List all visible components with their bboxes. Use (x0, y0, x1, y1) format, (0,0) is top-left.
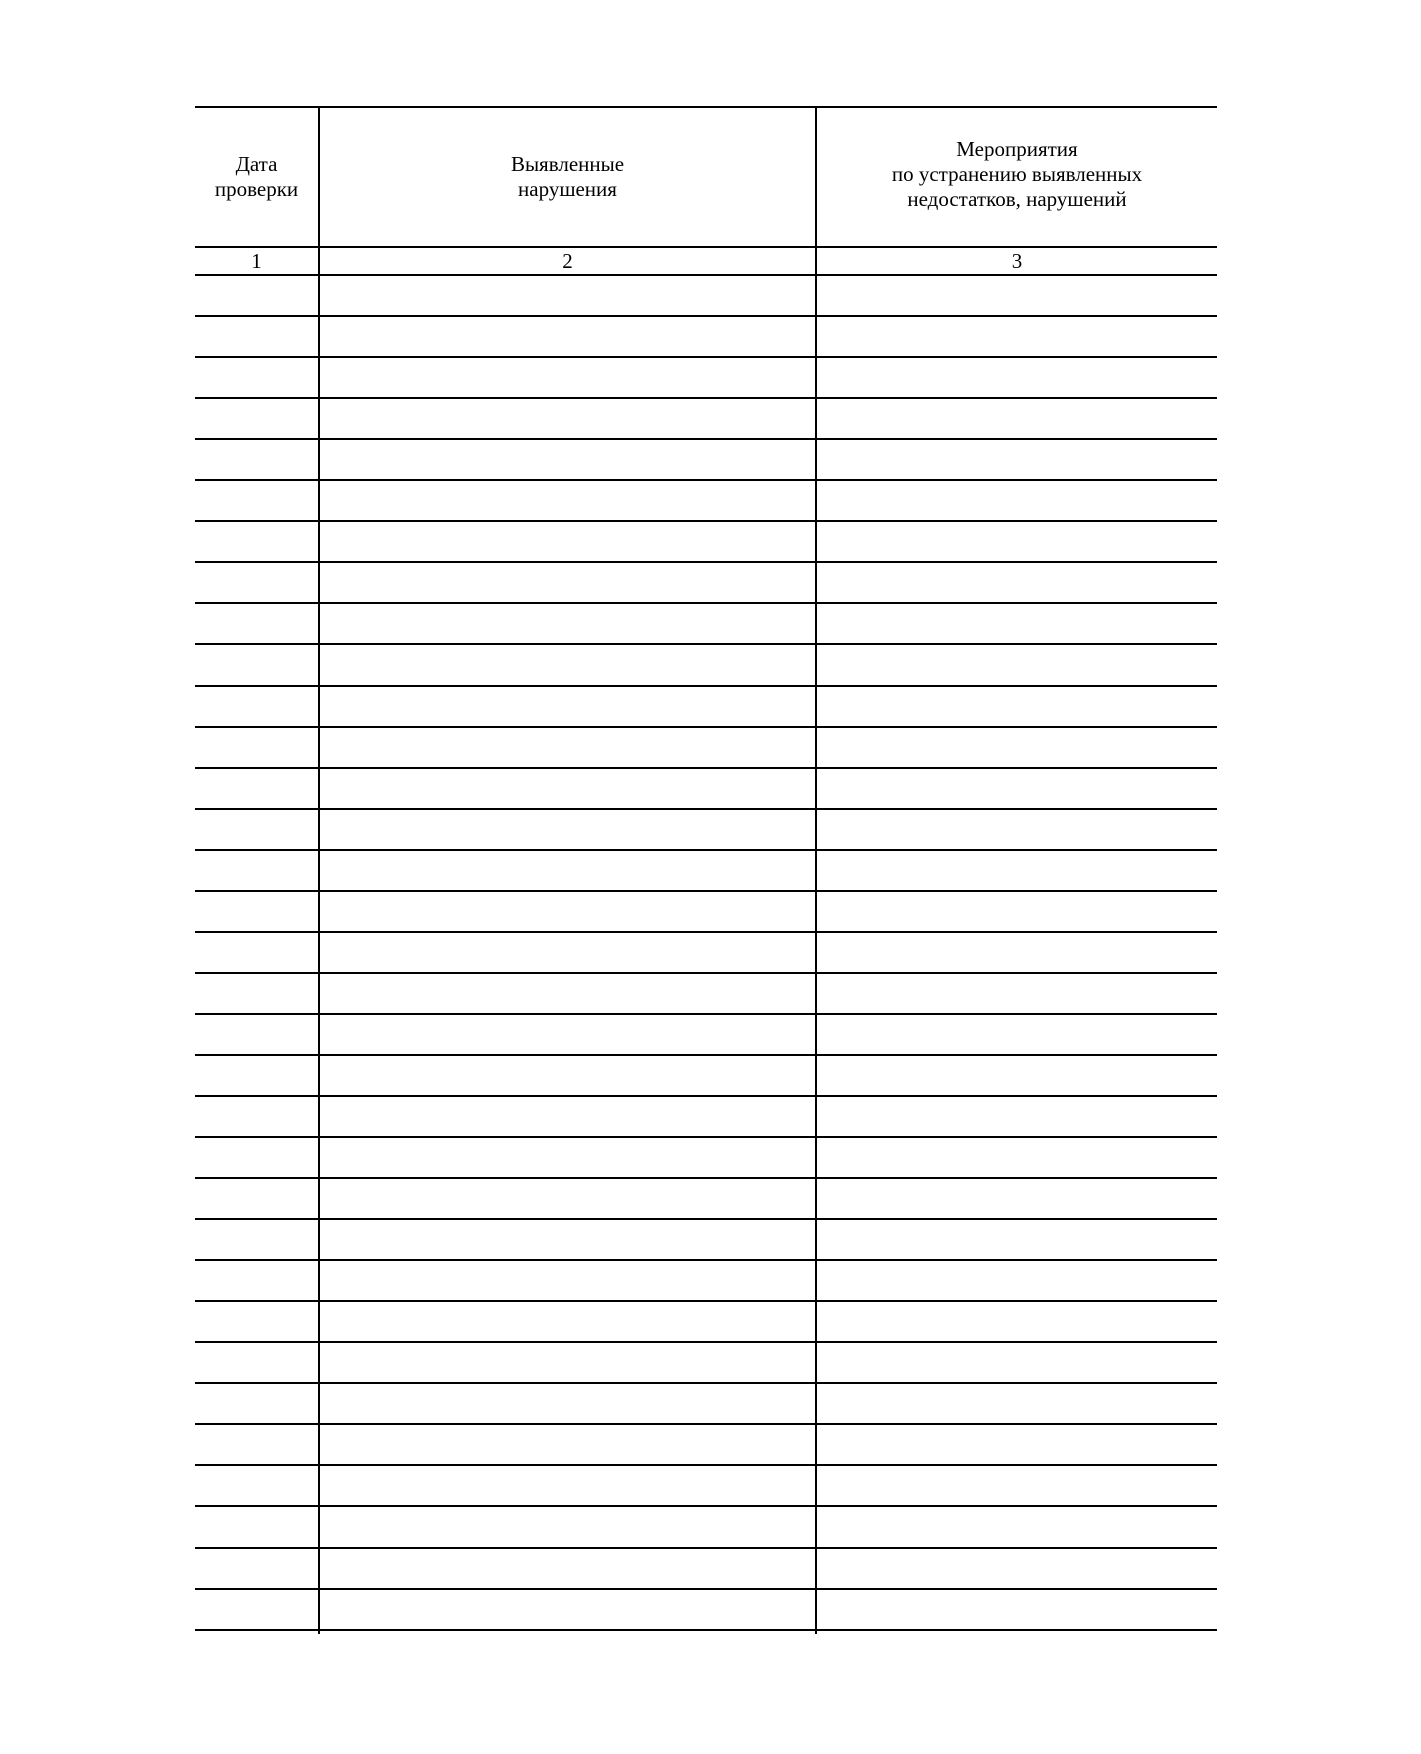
table-row (195, 399, 1217, 438)
table-row (195, 769, 1217, 808)
table-row (195, 1466, 1217, 1505)
table-row (195, 728, 1217, 767)
table-row (195, 481, 1217, 520)
table-row (195, 810, 1217, 849)
header-text: по устранению выявленных (891, 161, 1143, 186)
table-row (195, 1097, 1217, 1136)
column-number-1: 1 (251, 249, 262, 273)
row-rule (195, 1629, 1217, 1631)
table-row (195, 604, 1217, 643)
table-row (195, 1138, 1217, 1177)
header-text: нарушения (518, 177, 617, 201)
table-row (195, 563, 1217, 602)
table-row (195, 1220, 1217, 1259)
header-text: Дата (235, 152, 278, 176)
table-row (195, 1425, 1217, 1464)
table-row (195, 1179, 1217, 1218)
table-row (195, 1343, 1217, 1382)
table-row (195, 317, 1217, 356)
header-text: проверки (214, 177, 299, 201)
table-row (195, 1508, 1217, 1547)
column-number-2: 2 (562, 249, 573, 273)
table-row (195, 892, 1217, 931)
table-row (195, 1384, 1217, 1423)
header-cell-inspection-date (195, 108, 318, 246)
table-row (195, 440, 1217, 479)
header-text: Мероприятия (956, 136, 1078, 161)
table-row (195, 1302, 1217, 1341)
table-row (195, 687, 1217, 726)
table-row (195, 933, 1217, 972)
table-row (195, 645, 1217, 684)
table-row (195, 522, 1217, 561)
table-row (195, 851, 1217, 890)
table-row (195, 276, 1217, 315)
table-row (195, 1056, 1217, 1095)
table-row (195, 1590, 1217, 1629)
table-row (195, 1261, 1217, 1300)
inspection-log-table (195, 106, 1217, 1634)
header-cell-corrective-measures (817, 108, 1217, 246)
column-number-3: 3 (1011, 249, 1023, 273)
table-row (195, 974, 1217, 1013)
table-row (195, 1015, 1217, 1054)
header-text: Выявленные (510, 152, 625, 176)
header-cell-violations-found (320, 108, 815, 246)
table-row (195, 1549, 1217, 1588)
table-row (195, 358, 1217, 397)
header-text: недостатков, нарушений (907, 186, 1127, 211)
